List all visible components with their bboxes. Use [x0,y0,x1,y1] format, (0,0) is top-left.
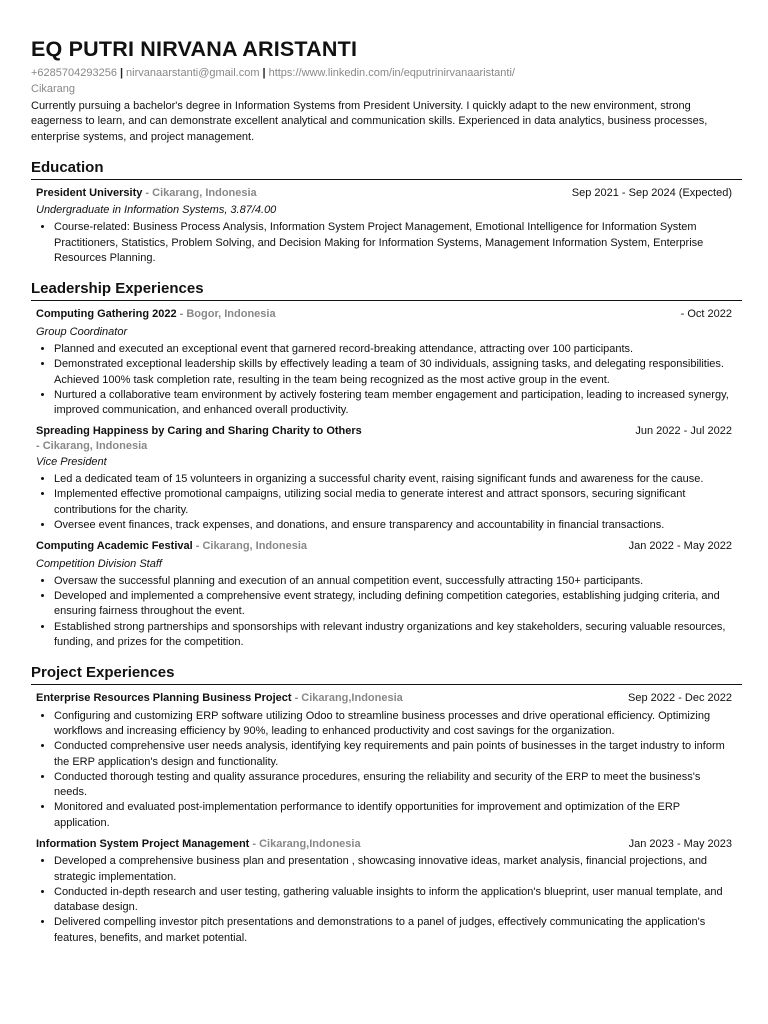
bullet-list [36,472,732,533]
bullet-item: • Oversaw the successful planning and execution of an annual competition event, successfully attracting 150+ participants. [54,574,732,589]
entry-title [36,307,276,322]
bullet-item: • Configuring and customizing ERP software utilizing Odoo to streamline business processes and drive operational efficiency. Optimizing workflows and increasing efficiency by 90%, leading to enhanced productivity and cost savings for the organization. [54,709,732,740]
organization-name: President University [36,186,143,199]
section-entries [31,186,742,266]
entry [36,307,732,418]
entry [36,424,732,533]
entry-header [36,424,732,439]
entry [36,691,732,831]
entry-role: Group Coordinator [36,325,128,338]
candidate-name: EQ PUTRI NIRVANA ARISTANTI [31,37,358,61]
entry-date: Jan 2023 - May 2023 [628,837,732,850]
entry-location: - Cikarang, Indonesia [36,439,148,452]
entry-date: Jun 2022 - Jul 2022 [635,425,732,438]
bullet-item: • Planned and executed an exceptional event that garnered record-breaking attendance, attracting over 100 participants. [54,342,732,357]
entry [36,539,732,650]
bullet-list [36,220,732,266]
section-title: Leadership Experiences [31,279,742,301]
linkedin-link[interactable]: https://www.linkedin.com/in/eqputrinirvanaaristanti/ [268,67,515,79]
leadership-section [31,279,742,650]
projects-section [31,663,742,946]
organization-name: Computing Gathering 2022 [36,308,177,321]
bullet-item: • Conducted thorough testing and quality assurance procedures, ensuring the reliability and security of the ERP to meet the business's needs. [54,770,732,801]
entry-title [36,424,362,439]
entry-date: - Oct 2022 [680,308,732,321]
bullet-item: • Led a dedicated team of 15 volunteers in organizing a successful charity event, raising significant funds and awareness for the cause. [54,472,732,487]
contact-line [31,66,742,81]
bullet-item: • Developed and implemented a comprehensive event strategy, including defining competition categories, establishing judging criteria, and ensuring fairness throughout the event. [54,589,732,620]
bullet-list [36,342,732,418]
bullet-item: • Conducted comprehensive user needs analysis, identifying key requirements and pain points of businesses in the target industry to inform the ERP application's design and functionality. [54,739,732,770]
entry-header [36,691,732,706]
entry-date: Jan 2022 - May 2022 [628,540,732,553]
bullet-item: • Implemented effective promotional campaigns, utilizing social media to generate interest and attract sponsors, securing significant contributions for the charity. [54,487,732,518]
section-entries [31,307,742,650]
entry-header [36,539,732,554]
education-section [31,158,742,266]
bullet-list [36,709,732,831]
entry-location: - Cikarang, Indonesia [192,540,307,553]
entry-header [36,837,732,852]
organization-name: Computing Academic Festival [36,540,193,553]
organization-name: Enterprise Resources Planning Business Project [36,692,292,705]
bullet-item: • Conducted in-depth research and user testing, gathering valuable insights to inform the application's blueprint, user manual template, and database design. [54,885,732,916]
section-title: Project Experiences [31,663,742,685]
bullet-item: • Oversee event finances, track expenses, and donations, and ensure transparency and accountability in financial transactions. [54,518,732,533]
organization-name: Spreading Happiness by Caring and Sharing Charity to Others [36,425,362,438]
section-entries [31,691,742,946]
bullet-item: • Delivered compelling investor pitch presentations and demonstrations to a panel of judges, effectively communicating the application's features, benefits, and market potential. [54,915,732,946]
entry-role: Undergraduate in Information Systems, 3.87/4.00 [36,204,277,217]
organization-name: Information System Project Management [36,837,250,850]
contact-separator: | [262,67,266,79]
bullet-item: • Nurtured a collaborative team environment by actively fostering team member engagement and participation, leading to increased synergy, improved communication, and enhanced overall productivity. [54,388,732,419]
entry-header [36,307,732,322]
entry-date: Sep 2021 - Sep 2024 (Expected) [571,186,732,199]
entry-title [36,186,257,201]
entry-title [36,837,361,852]
entry-location: - Bogor, Indonesia [176,308,276,321]
section-title: Education [31,158,742,180]
summary-paragraph: Currently pursuing a bachelor's degree in Information Systems from President University. I quickly adapt to the new environment, strong eagerness to learn, and can demonstrate excellent analytical and communication skills. Experienced in data analytics, business processes, enterprise systems, and project management. [31,100,708,143]
entry-location: - Cikarang,Indonesia [249,837,361,850]
entry-location: - Cikarang,Indonesia [291,692,403,705]
entry-role: Vice President [36,455,107,468]
home-location: Cikarang [31,83,76,95]
entry-header [36,186,732,201]
bullet-item: • Demonstrated exceptional leadership skills by effectively leading a team of 30 individuals, assigning tasks, and delegating responsibilities. Achieved 100% task completion rate, resulting in the team being recognized as the most active group in the event. [54,357,732,388]
bullet-list [36,854,732,946]
phone-number: +6285704293256 [31,67,117,79]
bullet-item: • Monitored and evaluated post-implementation performance to identify opportunities for improvement and optimization of the ERP application. [54,800,732,831]
entry-title [36,691,403,706]
entry [36,837,732,946]
bullet-list [36,574,732,650]
email-link[interactable]: nirvanaarstanti@gmail.com [126,67,260,79]
contact-separator: | [119,67,124,79]
bullet-item: • Established strong partnerships and sponsorships with relevant industry organizations and key stakeholders, securing valuable resources, funding, and prizes for the competition. [54,620,732,651]
entry-title [36,539,307,554]
bullet-item: • Course-related: Business Process Analysis, Information System Project Management, Emotional Intelligence for Information System Practitioners, Statistics, Problem Solving, and Decision Making for Information Systems, Management Information System, Enterprise Resources Planning. [54,220,732,266]
entry-date: Sep 2022 - Dec 2022 [628,692,732,705]
entry-location: - Cikarang, Indonesia [142,186,257,199]
entry-role: Competition Division Staff [36,557,162,570]
bullet-item: • Developed a comprehensive business plan and presentation , showcasing innovative ideas, market analysis, financial projections, and strategic implementation. [54,854,732,885]
entry [36,186,732,266]
